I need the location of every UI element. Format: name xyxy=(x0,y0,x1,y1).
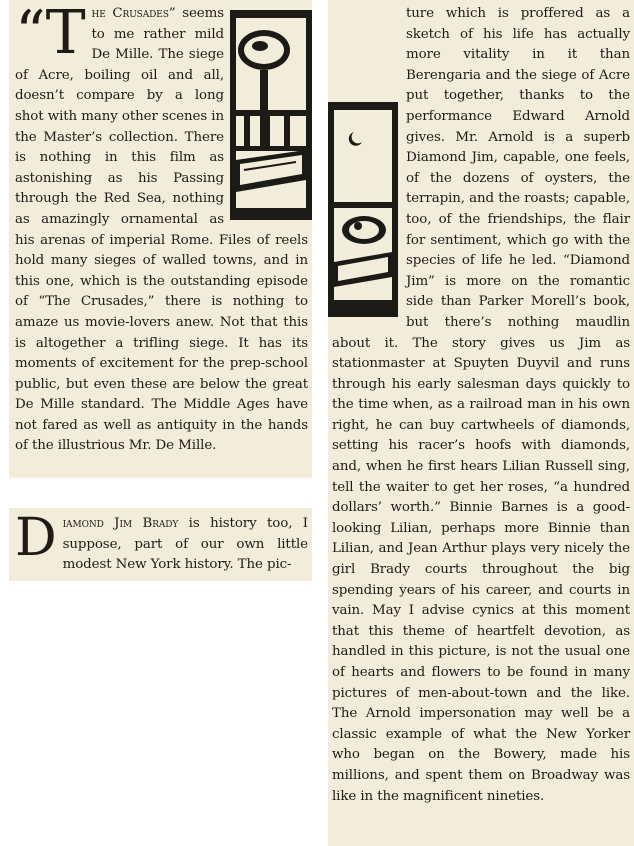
paragraph-text: ture which is proffered as a sketch of his life has actually more vitality in it than Berengaria and the siege of Acre put together, thanks to the performance Edward Arnold gives. Mr. Arnold is a superb Diamond Jim, capable, one feels, of the dozens of oysters, the terrapin, and the roasts; capable, too, of the friendships, the flair for sentiment, which go with the species of life he led. “Diamond Jim” is more on the romantic side than Parker Morell’s book, but there’s nothing maudlin about it. The story gives us Jim as stationmaster at Spuyten Duyvil and runs through his early salesman days quickly to the time when, as a railroad man in his own right, he can buy cartwheels of diamonds, setting his racer’s hoofs with diamonds, and, when he first hears Lilian Russell sing, tell the waiter to get her roses, “a hundred dollars’ worth.” Binnie Barnes is a good-looking Lilian, perhaps more Binnie than Lilian, and Jean Arthur plays very nicely the girl Brady courts throughout the big spending years of his career, and courts in vain. May I advise cynics at this moment that this theme of heartfelt devotion, as handled in this picture, is not the usual one of hearts and flowers to be found in many pictures of men-about-town and the like. The Arnold impersonation may well be a classic example of what the New Yorker who began on the Bowery, made his millions, and spent them on Broadway was like in the magnificent nineties. xyxy=(332,6,630,804)
article-column-left-bottom xyxy=(9,508,312,581)
article-column-left-top xyxy=(9,0,312,478)
paragraph-text: seems to me rather mild De Mille. The siege of Acre, boiling oil and all, doesn’t compare by a long shot with many other scenes in the Master’s collection. There is nothing in this film as astonishing as his Passing through the Red Sea, nothing as amazingly ornamental as his arenas of imperial Rome. Files of reels hold many sieges of walled towns, and in this one, which is the outstanding episode of “The Crusades,” there is nothing to amaze us movie-lovers anew. Not that this is altogether a trifling siege. It has its moments of excitement for the prep-school public, but even these are below the great De Mille standard. The Middle Ages have not fared as well as antiquity in the hands of the illustrious Mr. De Mille. xyxy=(15,6,308,454)
lead-in: he Crusades” xyxy=(91,6,176,21)
illustration-right-half xyxy=(328,102,398,317)
paragraph-text: is history too, I suppose, part of our own little modest New York history. The pic- xyxy=(62,516,308,573)
illustration-left-half xyxy=(230,10,312,220)
drop-cap: D xyxy=(15,508,57,568)
lead-in: iamond Jim Brady xyxy=(62,516,179,531)
drop-cap: “T xyxy=(15,0,86,68)
article-column-right xyxy=(328,0,634,846)
